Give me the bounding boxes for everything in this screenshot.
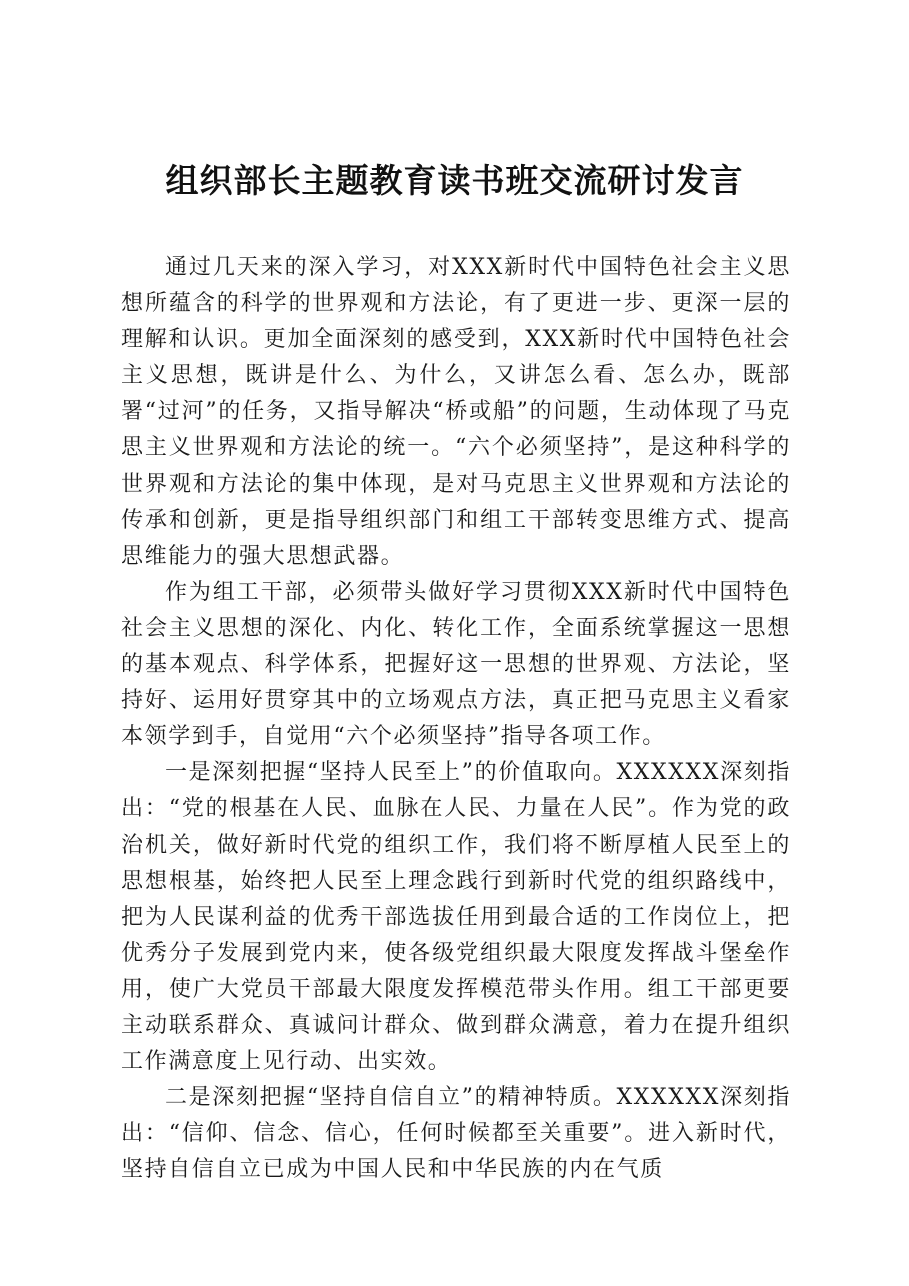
paragraph-cadre-role: 作为组工干部，必须带头做好学习贯彻XXX新时代中国特色社会主义思想的深化、内化、转化工作，全面系统掌握这一思想的基本观点、科学体系，把握好这一思想的世界观、方法论，坚持好、运用好贯穿其中的立场观点方法，真正把马克思主义看家本领学到手，自觉用“六个必须坚持”指导各项工作。: [121, 579, 791, 750]
paragraph-point-two: 二是深刻把握“坚持自信自立”的精神特质。XXXXXX深刻指出：“信仰、信念、信心，任何时候都至关重要”。进入新时代，坚持自信自立已成为中国人民和中华民族的内在气质: [121, 1085, 791, 1183]
document-title: 组织部长主题教育读书班交流研讨发言: [165, 161, 744, 200]
paragraph-point-one: 一是深刻把握“坚持人民至上”的价值取向。XXXXXX深刻指出：“党的根基在人民、血脉在人民、力量在人民”。作为党的政治机关，做好新时代党的组织工作，我们将不断厚植人民至上的思想根基，始终把人民至上理念践行到新时代党的组织路线中，把为人民谋利益的优秀干部选拔任用到最合适的工作岗位上，把优秀分子发展到党内来，使各级党组织最大限度发挥战斗堡垒作用，使广大党员干部最大限度发挥模范带头作用。组工干部更要主动联系群众、真诚问计群众、做到群众满意，着力在提升组织工作满意度上见行动、出实效。: [121, 760, 791, 1075]
document-body: [121, 250, 791, 1188]
paragraph-intro: 通过几天来的深入学习，对XXX新时代中国特色社会主义思想所蕴含的科学的世界观和方法论，有了更进一步、更深一层的理解和认识。更加全面深刻的感受到，XXX新时代中国特色社会主义思想，既讲是什么、为什么，又讲怎么看、怎么办，既部署“过河”的任务，又指导解决“桥或船”的问题，生动体现了马克思主义世界观和方法论的统一。“六个必须坚持”，是这种科学的世界观和方法论的集中体现，是对马克思主义世界观和方法论的传承和创新，更是指导组织部门和组工干部转变思维方式、提高思维能力的强大思想武器。: [121, 255, 791, 569]
